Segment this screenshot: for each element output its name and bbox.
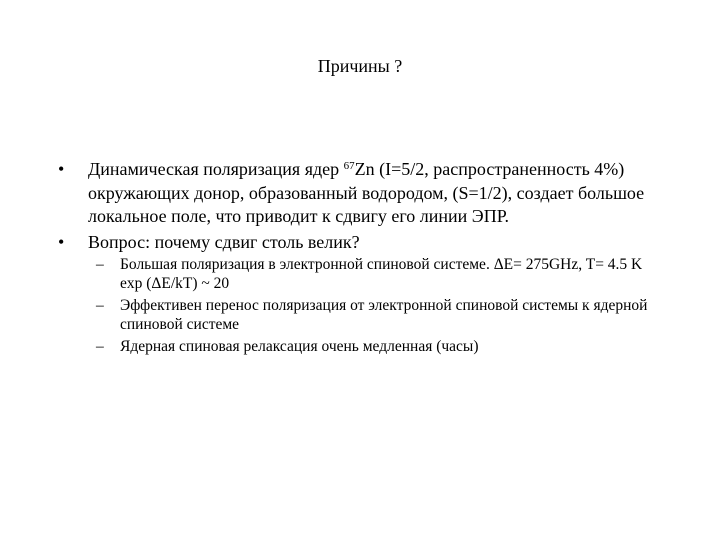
bullet-text: Вопрос: почему сдвиг столь велик?: [88, 231, 360, 252]
bullet-text-end: Zn (I=5/2, распространенность 4%) окружающих донор, образованный водородом, (S=1/2), создает большое локальное поле, что приводит к сдвигу его линии ЭПР.: [88, 159, 645, 226]
dash-icon: –: [96, 297, 104, 314]
slide-body: [58, 158, 658, 361]
bullet-icon: •: [58, 231, 65, 252]
bullet-item-question: [58, 231, 658, 255]
sub-bullet-list: [96, 256, 658, 357]
slide-title: Причины ?: [317, 56, 403, 76]
bullet-text-start: Динамическая поляризация ядер: [88, 159, 344, 179]
bullet-icon: •: [58, 159, 65, 179]
sub-bullet-item: [96, 338, 658, 357]
sub-bullet-item: [96, 256, 658, 293]
sub-bullet-text: Ядерная спиновая релаксация очень медленная (часы): [120, 338, 479, 355]
bullet-item-polarization: [58, 158, 658, 229]
sub-bullet-text: Большая поляризация в электронной спиновой системе. ΔE= 275GHz, T= 4.5 K exp (ΔE/kT) ~ 20: [120, 256, 643, 292]
dash-icon: –: [96, 338, 104, 355]
isotope-superscript: 67: [343, 160, 355, 172]
dash-icon: –: [96, 256, 104, 273]
bullet-text: [88, 158, 658, 229]
sub-bullet-text: Эффективен перенос поляризация от электронной спиновой системы к ядерной спиновой системе: [120, 297, 648, 333]
sub-bullet-item: [96, 297, 658, 334]
